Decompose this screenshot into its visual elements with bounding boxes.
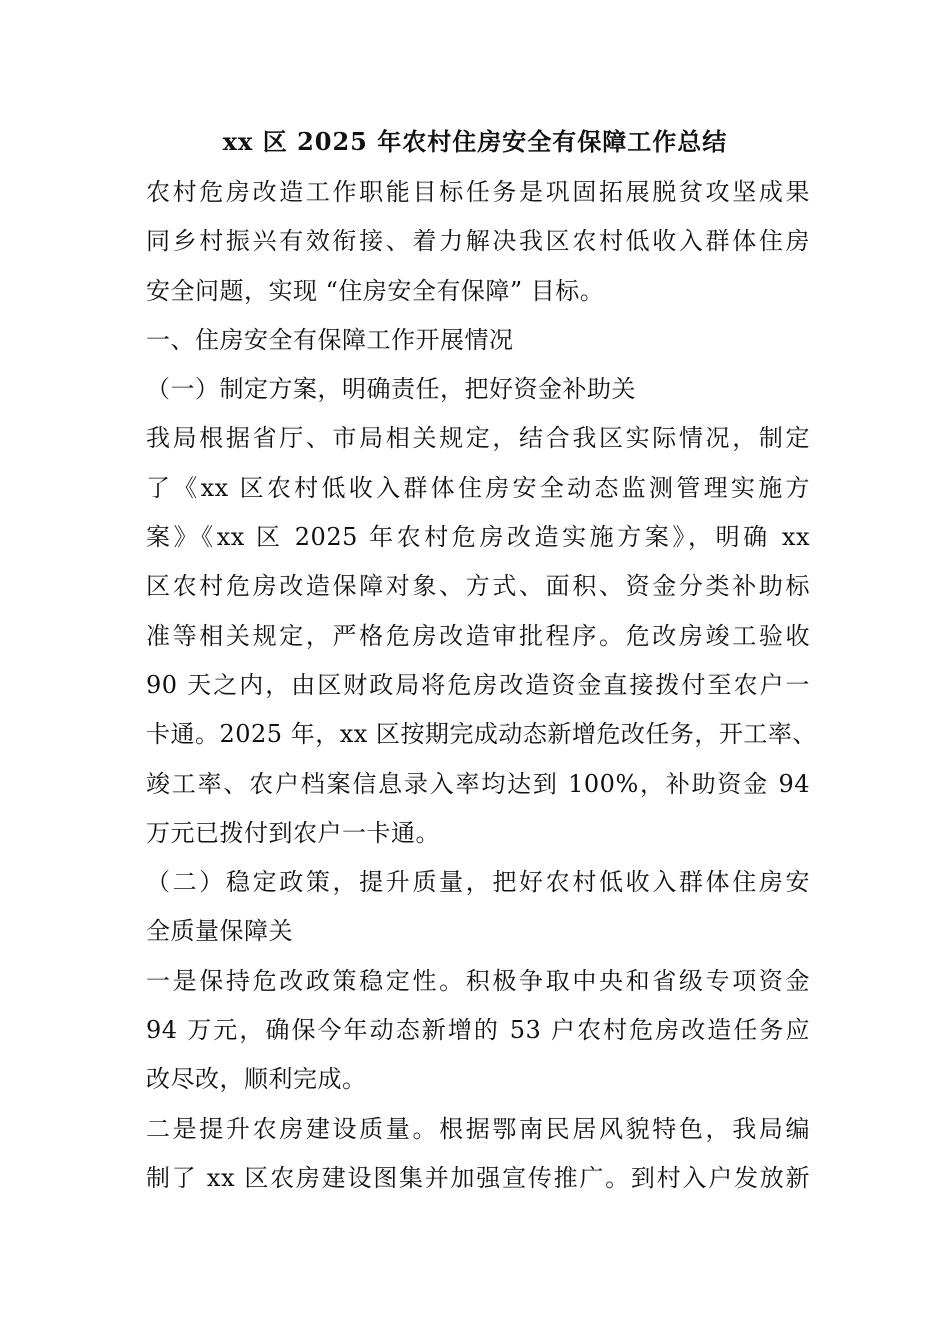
text-line: 全质量保障关 xyxy=(146,917,293,946)
text-line: 卡通。2025 年，xx 区按期完成动态新增危改任务，开工率、 xyxy=(146,720,817,749)
text-line: 我局根据省厅、市局相关规定，结合我区实际情况，制定 xyxy=(146,424,810,453)
text-line: 竣工率、农户档案信息录入率均达到 100%，补助资金 94 xyxy=(146,769,810,798)
text-line: 农村危房改造工作职能目标任务是巩固拓展脱贫攻坚成果 xyxy=(146,178,810,206)
document-body xyxy=(146,168,817,1203)
document-title: xx 区 2025 年农村住房安全有保障工作总结 xyxy=(222,127,728,156)
text-line: 安全问题，实现 “住房安全有保障” 目标。 xyxy=(146,276,605,305)
text-line: 改尽改，顺利完成。 xyxy=(146,1065,367,1094)
text-line: 同乡村振兴有效衔接、着力解决我区农村低收入群体住房 xyxy=(146,227,810,256)
text-line: 准等相关规定，严格危房改造审批程序。危改房竣工验收 xyxy=(146,621,810,650)
text-line: （一）制定方案，明确责任，把好资金补助关 xyxy=(146,375,636,404)
text-line: 一是保持危改政策稳定性。积极争取中央和省级专项资金 xyxy=(146,966,810,995)
text-line: 万元已拨付到农户一卡通。 xyxy=(146,818,440,847)
text-line: 制了 xx 区农房建设图集并加强宣传推广。到村入户发放新 xyxy=(146,1163,810,1192)
text-line: 90 天之内，由区财政局将危房改造资金直接拨付至农户一 xyxy=(146,670,810,699)
text-line: 二是提升农房建设质量。根据鄂南民居风貌特色，我局编 xyxy=(146,1114,810,1143)
text-line: 区农村危房改造保障对象、方式、面积、资金分类补助标 xyxy=(146,572,810,601)
text-line: （二）稳定政策，提升质量，把好农村低收入群体住房安 xyxy=(146,868,810,897)
text-line: 一、住房安全有保障工作开展情况 xyxy=(146,325,514,354)
text-line: 了《xx 区农村低收入群体住房安全动态监测管理实施方 xyxy=(146,473,810,502)
text-line: 案》《xx 区 2025 年农村危房改造实施方案》，明确 xx xyxy=(146,523,810,552)
text-line: 94 万元，确保今年动态新增的 53 户农村危房改造任务应 xyxy=(146,1016,810,1045)
